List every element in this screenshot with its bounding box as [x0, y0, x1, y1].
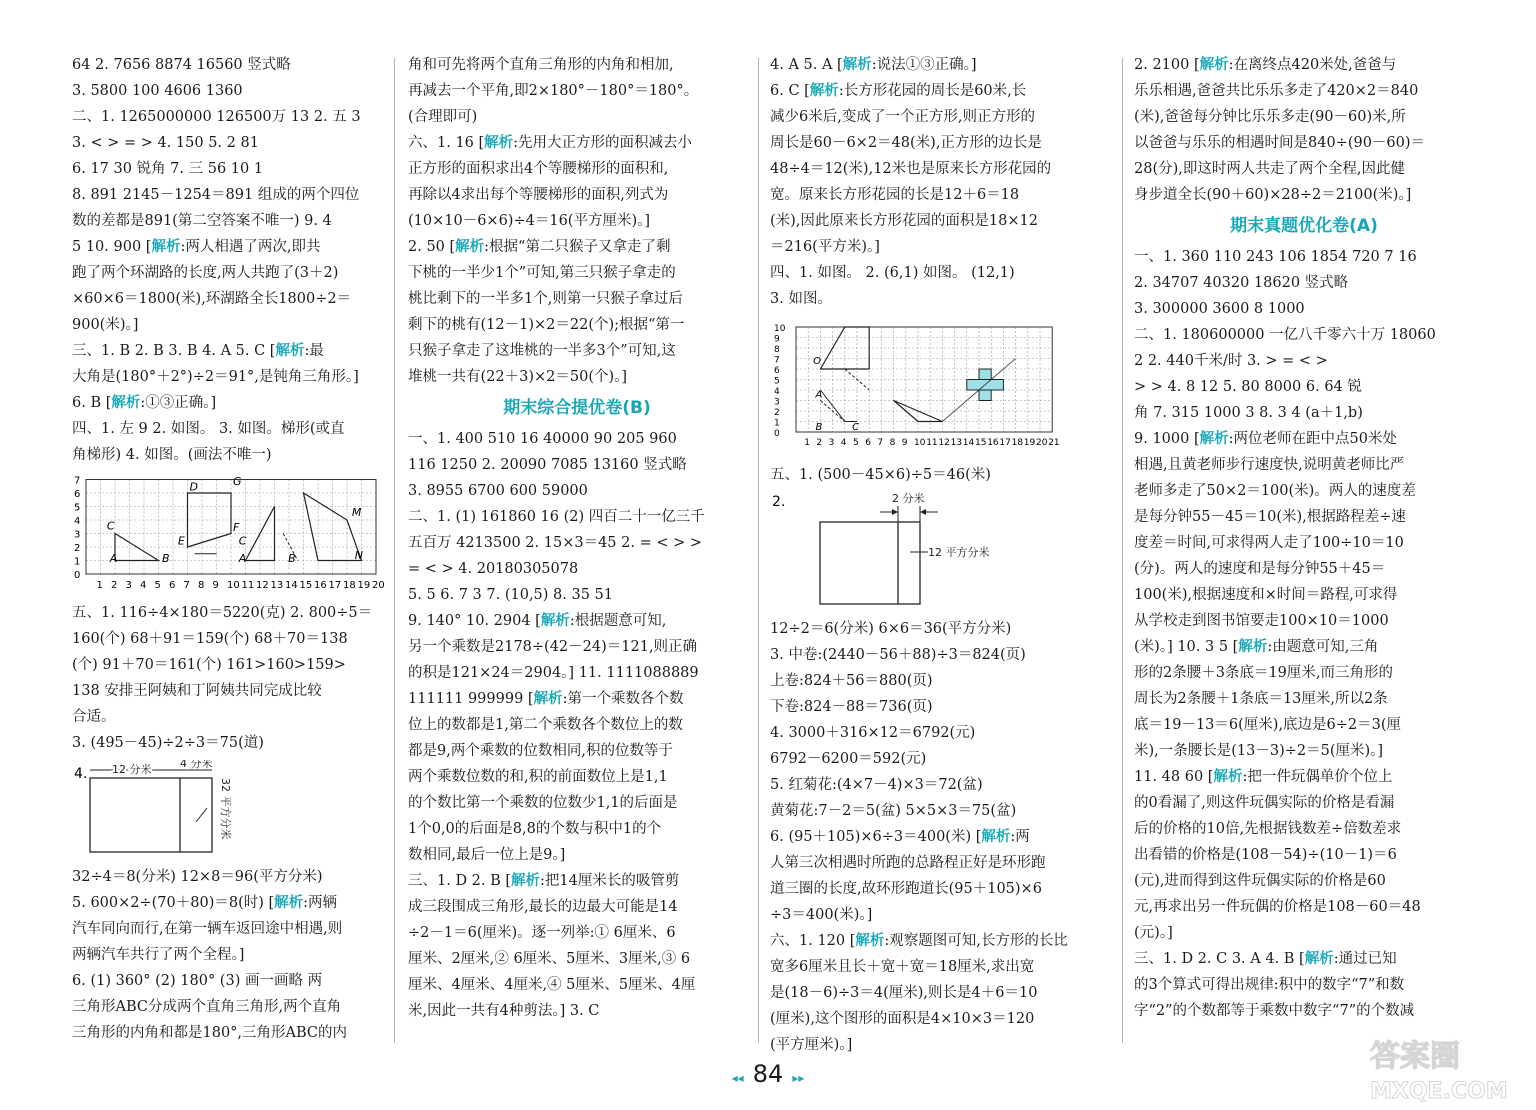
point-label: M: [351, 505, 362, 519]
analysis-tag: 解析: [275, 342, 305, 359]
point-label: C: [852, 421, 860, 433]
text-line: (元)。]: [1134, 925, 1173, 941]
rectangle-figure-1-svg: [72, 760, 384, 858]
text-line: 64 2. 7656 8874 16560 竖式略: [72, 57, 291, 73]
text-line: 8. 891 2145－1254＝891 组成的两个四位: [72, 187, 360, 203]
text-line: 一、1. 400 510 16 40000 90 205 960: [408, 431, 677, 447]
text-line: 的3个算式可得出规律:积中的数字“7”和数: [1134, 977, 1405, 993]
x-tick-label: 9: [212, 580, 219, 591]
text-line: 二、1. (1) 161860 16 (2) 四百二十一亿三千: [408, 509, 705, 525]
analysis-tag: 解析: [111, 394, 141, 411]
text-line: (分)。两人的速度和是每分钟55＋45＝: [1134, 561, 1386, 577]
text-line: 三角形的内角和都是180°,三角形ABC的内: [72, 1025, 348, 1041]
text-line: 大角是(180°＋2°)÷2＝91°,是钝角三角形。]: [72, 369, 359, 385]
x-tick-label: 6: [169, 580, 176, 591]
text-line: 9. 1000 [解析:两位老师在距中点50米处: [1134, 430, 1397, 447]
point-label: C: [106, 519, 115, 533]
text-line: 四、1. 如图。 2. (6,1) 如图。 (12,1): [770, 265, 1015, 281]
x-tick-label: 12: [938, 438, 950, 448]
text-line: 减少6米后,变成了一个正方形,则正方形的: [770, 109, 1035, 125]
text-line: 160(个) 68＋91＝159(个) 68＋70＝138: [72, 631, 348, 647]
point-label: C: [238, 534, 247, 548]
text-line: 11. 48 60 [解析:把一件玩偶单价个位上: [1134, 768, 1393, 785]
text-line: 身步道全长(90＋60)×28÷2＝2100(米)。]: [1134, 187, 1412, 203]
text-line: 三角形ABC分成两个直角三角形,两个直角: [72, 999, 342, 1015]
text-line: 三、1. D 2. C 3. A 4. B [解析:通过已知: [1134, 950, 1397, 967]
dim-label: 2 分米: [892, 492, 925, 505]
analysis-tag: 解析: [151, 238, 181, 255]
column-divider-1: [394, 58, 395, 1043]
y-tick-label: 3: [74, 529, 81, 541]
prev-arrows-icon: ◂◂: [731, 1071, 744, 1085]
text-line: 900(米)。]: [72, 317, 139, 333]
x-tick-label: 20: [1036, 438, 1048, 448]
x-tick-label: 4: [840, 438, 847, 448]
y-tick-label: 6: [74, 489, 81, 500]
text-line: 黄菊花:7－2＝5(盆) 5×5×3＝75(盆): [770, 803, 1017, 819]
text-line: 的积是121×24＝2904。] 11. 1111088889: [408, 665, 699, 681]
text-line: 米),一条腰长是(13－3)÷2＝5(厘米)。]: [1134, 743, 1384, 759]
quadrilateral-shape: [304, 493, 362, 561]
y-tick-label: 9: [774, 334, 780, 345]
analysis-tag: 解析: [1213, 768, 1243, 785]
text-line: (合理即可): [408, 109, 478, 125]
text-line: 5. 600×2÷(70＋80)＝8(时) [解析:两辆: [72, 894, 338, 911]
text-line: 五、1. (500－45×6)÷5＝46(米): [770, 467, 991, 483]
y-tick-label: 0: [774, 429, 780, 439]
x-tick-label: 7: [183, 580, 190, 591]
text-line: 1个0,0的后面是8,8的个数与积中1的个: [408, 821, 662, 837]
x-tick-label: 2: [816, 438, 823, 448]
text-line: 二、1. 1265000000 126500万 13 2. 五 3: [72, 109, 361, 125]
text-line: 3. < > = > 4. 150 5. 2 81: [72, 135, 259, 151]
page-number: 84: [752, 1060, 784, 1088]
text-line: 6. (95＋105)×6÷3＝400(米) [解析:两: [770, 828, 1030, 845]
text-line: (米),因此原来长方形花园的面积是18×12: [770, 213, 1038, 229]
text-line: 2. 50 [解析:根据“第二只猴子又拿走了剩: [408, 238, 671, 255]
text-line: 桃比剩下的一半多1个,则第一只猴子拿过后: [408, 291, 683, 307]
watermark-line2: MXQE.COM: [1370, 1079, 1508, 1104]
y-tick-label: 6: [774, 366, 780, 376]
x-tick-label: 19: [1023, 438, 1036, 448]
column-divider-3: [1122, 58, 1123, 1043]
text-line: 2. 2100 [解析:在离终点420米处,爸爸与: [1134, 56, 1397, 73]
x-tick-label: 12: [256, 580, 269, 591]
column-3: [770, 52, 1110, 1058]
page-footer: [718, 1060, 818, 1100]
point-label: G: [233, 474, 242, 488]
point-label: E: [177, 534, 185, 548]
dim-label: 32 平方分米: [219, 778, 232, 840]
shaded-square: [979, 390, 991, 401]
text-line: ÷3＝400(米)。]: [770, 907, 873, 923]
text-line: 形的2条腰＋3条底＝19厘米,而三角形的: [1134, 665, 1394, 681]
text-line: ÷2－1＝6(厘米)。逐一列举:① 6厘米、6: [408, 925, 676, 941]
y-tick-label: 1: [774, 418, 780, 429]
text-line: 人第三次相遇时所跑的总路程正好是环形跑: [770, 855, 1046, 871]
text-line: (平方厘米)。]: [770, 1037, 853, 1053]
text-line: 相遇,且黄老师步行速度快,说明黄老师比严: [1134, 457, 1405, 473]
text-line: 三、1. B 2. B 3. B 4. A 5. C [解析:最: [72, 342, 324, 359]
x-tick-label: 19: [357, 580, 371, 591]
y-tick-label: 8: [774, 345, 780, 355]
text-line: 出看错的价格是(108－54)÷(10－1)＝6: [1134, 847, 1397, 863]
text-line: 的个数比第一个乘数的位数少1,1的后面是: [408, 795, 678, 811]
text-line: 两个乘数位数的和,积的前面数位上是1,1: [408, 769, 668, 785]
watermark-line1: 答案圈: [1370, 1039, 1460, 1074]
grid-figure-1-svg: [72, 472, 384, 594]
text-line: 一、1. 360 110 243 106 1854 720 7 16: [1134, 249, 1417, 265]
text-line: 3. 中卷:(2440－56＋88)÷3＝824(页): [770, 647, 1026, 663]
text-line: 宽多6厘米且长＋宽＋宽＝18厘米,求出宽: [770, 959, 1035, 975]
text-line: 另一个乘数是2178÷(42－24)＝121,则正确: [408, 639, 698, 655]
x-tick-label: 17: [999, 438, 1011, 448]
text-line: 后的价格的10倍,先根据钱数差÷倍数差求: [1134, 821, 1402, 837]
point-label: A: [109, 551, 118, 565]
text-line: 6. B [解析:①③正确。]: [72, 394, 217, 411]
text-line: 的0看漏了,则这件玩偶实际的价格是看漏: [1134, 795, 1395, 811]
point-label: B: [161, 551, 170, 565]
section-title: 期末真题优化卷(A): [1230, 216, 1378, 236]
analysis-tag: 解析: [1199, 56, 1229, 73]
x-tick-label: 17: [328, 580, 342, 591]
text-line: (个) 91＋70＝161(个) 161>160>159>: [72, 657, 346, 673]
text-line: 6. C [解析:长方形花园的周长是60米,长: [770, 82, 1027, 99]
y-tick-label: 5: [74, 502, 81, 514]
text-line: 数相同,最后一位上是9。]: [408, 847, 566, 863]
y-tick-label: 7: [774, 355, 780, 366]
x-tick-label: 5: [853, 438, 859, 448]
text-line: 100(米),根据速度和×时间＝路程,可求得: [1134, 587, 1398, 603]
dim-label: 12 平方分米: [928, 546, 990, 559]
text-line: 两辆汽车共行了两个全程。]: [72, 947, 245, 963]
x-tick-label: 2: [111, 580, 118, 591]
x-tick-label: 8: [198, 580, 205, 591]
column-1: [72, 52, 384, 1046]
text-line: 宽。原来长方形花园的长是12＋6＝18: [770, 187, 1020, 203]
text-line: 度差＝时间,可求得两人走了100÷10＝10: [1134, 535, 1404, 551]
x-tick-label: 14: [285, 580, 298, 591]
text-line: 二、1. 180600000 一亿八千零六十万 18060: [1134, 327, 1436, 343]
x-tick-label: 6: [865, 438, 871, 448]
text-line: 9. 140° 10. 2904 [解析:根据题意可知,: [408, 612, 667, 629]
rectangle-figure-2-svg: [770, 492, 1070, 610]
text-line: 只猴子拿走了这堆桃的一半多3个”可知,这: [408, 343, 676, 359]
text-line: 三、1. D 2. B [解析:把14厘米长的吸管剪: [408, 872, 680, 889]
text-line: 2 2. 440千米/时 3. > = < >: [1134, 353, 1328, 369]
y-tick-label: 5: [774, 376, 780, 387]
x-tick-label: 1: [804, 438, 810, 448]
text-line: 角梯形) 4. 如图。(画法不唯一): [72, 447, 272, 463]
point-label: A: [815, 389, 823, 401]
text-line: 5. 5 6. 7 3 7. (10,5) 8. 35 51: [408, 587, 613, 603]
text-line: 剩下的桃有(12－1)×2＝22(个);根据“第一: [408, 317, 685, 333]
text-line: 字“2”的个数都等于乘数中数字“7”的个数减: [1134, 1003, 1415, 1019]
text-line: 五百万 4213500 2. 15×3＝45 2. = < > >: [408, 535, 702, 551]
x-tick-label: 21: [1048, 438, 1060, 448]
text-line: 32÷4＝8(分米) 12×8＝96(平方分米): [72, 869, 323, 885]
text-line: 再除以4求出每个等腰梯形的面积,列式为: [408, 187, 669, 203]
text-line: 六、1. 16 [解析:先用大正方形的面积减去小: [408, 134, 693, 151]
text-line: 3. (495－45)÷2÷3＝75(道): [72, 735, 264, 751]
watermark-logo: [1330, 1030, 1530, 1106]
grid-figure-2-svg: [770, 316, 1070, 456]
text-line: (厘米),这个图形的面积是4×10×3＝120: [770, 1011, 1035, 1027]
text-line: 从学校走到图书馆要走100×10＝1000: [1134, 613, 1389, 629]
x-tick-label: 10: [227, 580, 240, 591]
point-label: D: [189, 480, 198, 494]
text-line: 3. 5800 100 4606 1360: [72, 83, 243, 99]
y-tick-label: 10: [774, 324, 786, 334]
text-line: 3. 8955 6700 600 59000: [408, 483, 588, 499]
analysis-tag: 解析: [842, 56, 872, 73]
text-line: 48÷4＝12(米),12米也是原来长方形花园的: [770, 161, 1052, 177]
text-line: 5 10. 900 [解析:两人相遇了两次,即共: [72, 238, 321, 255]
x-tick-label: 8: [889, 438, 896, 448]
text-line: 周长是60－6×2＝48(米),正方形的边长是: [770, 135, 1042, 151]
text-line: (米)。] 10. 3 5 [解析:由题意可知,三角: [1134, 638, 1379, 655]
text-line: 6. 17 30 锐角 7. 三 56 10 1: [72, 161, 264, 177]
text-line: 111111 999999 [解析:第一个乘数各个数: [408, 690, 684, 707]
text-line: 6. (1) 360° (2) 180° (3) 画一画略 两: [72, 973, 323, 989]
analysis-tag: 解析: [511, 872, 541, 889]
text-line: 底＝19－13＝6(厘米),底边是6÷2＝3(厘: [1134, 717, 1402, 733]
point-label: N: [354, 549, 364, 563]
text-line: 4. 3000＋316×12＝6792(元): [770, 725, 976, 741]
y-tick-label: 7: [74, 475, 81, 487]
y-tick-label: 2: [74, 543, 81, 554]
y-tick-label: 3: [774, 397, 780, 408]
text-line: 四、1. 左 9 2. 如图。 3. 如图。梯形(或直: [72, 421, 345, 437]
text-line: 堆桃一共有(22＋3)×2＝50(个)。]: [408, 369, 628, 385]
x-tick-label: 16: [314, 580, 327, 591]
text-line: 上卷:824＋56＝880(页): [770, 673, 933, 689]
x-tick-label: 20: [372, 580, 384, 591]
y-tick-label: 4: [774, 387, 780, 397]
text-line: 下卷:824－88＝736(页): [770, 699, 933, 715]
text-line: ＝216(平方米)。]: [770, 239, 880, 255]
rectangle-figure-2: [770, 492, 1110, 610]
text-line: 厘米、2厘米,② 6厘米、5厘米、3厘米,③ 6: [408, 951, 691, 967]
section-title: 期末综合提优卷(B): [503, 398, 651, 418]
analysis-tag: 解析: [1238, 638, 1268, 655]
analysis-tag: 解析: [855, 932, 885, 949]
analysis-tag: 解析: [809, 82, 839, 99]
analysis-tag: 解析: [1304, 950, 1334, 967]
text-line: 5. 红菊花:(4×7－4)×3＝72(盆): [770, 777, 983, 793]
text-line: 是每分钟55－45＝10(米),根据路程差÷速: [1134, 509, 1406, 525]
x-tick-label: 15: [299, 580, 313, 591]
x-tick-label: 13: [950, 438, 963, 448]
text-line: 是(18－6)÷3＝4(厘米),则长是4＋6＝10: [770, 985, 1038, 1001]
analysis-tag: 解析: [274, 894, 304, 911]
text-line: > > 4. 8 12 5. 80 8000 6. 64 锐: [1134, 379, 1362, 395]
x-tick-label: 10: [914, 438, 926, 448]
text-line: 4. A 5. A [解析:说法①③正确。]: [770, 56, 977, 73]
column-divider-2: [758, 58, 759, 1043]
text-line: 6792－6200＝592(元): [770, 751, 927, 767]
text-line: 位上的数都是1,第二个乘数各个数位上的数: [408, 717, 683, 733]
text-line: 116 1250 2. 20090 7085 13160 竖式略: [408, 457, 687, 473]
text-line: 乐乐相遇,爸爸共比乐乐多走了420×2＝840: [1134, 83, 1419, 99]
text-line: (米),爸爸每分钟比乐乐多走(90－60)米,所: [1134, 109, 1406, 125]
text-line: 角 7. 315 1000 3 8. 3 4 (a＋1,b): [1134, 405, 1363, 421]
watermark: [1330, 1030, 1530, 1106]
text-line: 周长为2条腰＋1条底＝13厘米,所以2条: [1134, 691, 1388, 707]
text-line: 老师多走了50×2＝100(米)。两人的速度差: [1134, 483, 1416, 499]
x-tick-label: 18: [1011, 438, 1024, 448]
point-label: B: [288, 551, 296, 565]
analysis-tag: 解析: [533, 690, 563, 707]
dim-label: 4 分米: [180, 760, 213, 770]
point-label: A: [238, 551, 247, 565]
dim-label: 12 分米: [112, 763, 152, 776]
x-tick-label: 1: [96, 580, 103, 591]
analysis-tag: 解析: [484, 134, 514, 151]
text-line: 成三段围成三角形,最长的边最大可能是14: [408, 899, 678, 915]
y-tick-label: 1: [74, 556, 81, 568]
x-tick-label: 11: [926, 438, 938, 448]
y-tick-label: 2: [774, 408, 780, 418]
text-line: 数的差都是891(第二空答案不唯一) 9. 4: [72, 213, 332, 229]
text-line: 元,再求出另一件玩偶的价格是108－60＝48: [1134, 899, 1421, 915]
x-tick-label: 3: [828, 438, 835, 448]
point-label: B: [815, 421, 823, 433]
text-line: 角和可先将两个直角三角形的内角和相加,: [408, 57, 674, 73]
text-line: 米,因此一共有4种剪法。] 3. C: [408, 1003, 600, 1019]
x-tick-label: 13: [270, 580, 284, 591]
x-tick-label: 16: [987, 438, 999, 448]
x-tick-label: 4: [140, 580, 147, 591]
next-arrows-icon: ▸▸: [792, 1071, 805, 1085]
text-line: 跑了两个环湖路的长度,两人共跑了(3＋2): [72, 265, 339, 281]
point-label: F: [233, 520, 240, 534]
text-line: (10×10－6×6)÷4＝16(平方厘米)。]: [408, 213, 651, 229]
x-tick-label: 11: [241, 580, 255, 591]
y-tick-label: 0: [74, 570, 81, 581]
text-line: 2. 34707 40320 18620 竖式略: [1134, 275, 1349, 291]
text-line: = < > 4. 20180305078: [408, 561, 579, 577]
grid-figure-2: [770, 316, 1110, 456]
grid-figure-1: [72, 472, 384, 594]
text-line: 138 安排王阿姨和丁阿姨共同完成比较: [72, 683, 322, 699]
text-line: 厘米、4厘米、4厘米,④ 5厘米、5厘米、4厘: [408, 977, 696, 993]
x-tick-label: 18: [343, 580, 356, 591]
x-tick-label: 14: [962, 438, 975, 448]
text-line: ×60×6＝1800(米),环湖路全长1800÷2＝: [72, 291, 352, 307]
column-2: [408, 52, 746, 1024]
analysis-tag: 解析: [455, 238, 485, 255]
text-line: 3. 300000 3600 8 1000: [1134, 301, 1305, 317]
shaded-square: [979, 369, 991, 380]
text-line: 下桃的一半少1个”可知,第三只猴子拿走的: [408, 265, 676, 281]
x-tick-label: 7: [877, 438, 884, 448]
text-line: 合适。: [72, 709, 116, 725]
text-line: (元),进而得到这件玩偶实际的价格是60: [1134, 873, 1386, 889]
rectangle-figure-1: [72, 760, 384, 858]
text-line: 3. 如图。: [770, 291, 832, 307]
x-tick-label: 3: [125, 580, 132, 591]
figure-number: 4.: [74, 766, 88, 782]
text-line: 12÷2＝6(分米) 6×6＝36(平方分米): [770, 621, 1012, 637]
text-line: 汽车同向而行,在第一辆车返回途中相遇,则: [72, 921, 343, 937]
text-line: 都是9,两个乘数的位数相同,积的位数等于: [408, 743, 673, 759]
text-line: 以爸爸与乐乐的相遇时间是840÷(90－60)＝: [1134, 135, 1426, 151]
text-line: 正方形的面积求出4个等腰梯形的面积和,: [408, 161, 669, 177]
figure-number: 2.: [772, 494, 786, 510]
analysis-tag: 解析: [1199, 430, 1229, 447]
column-4: [1134, 52, 1474, 1024]
text-line: 六、1. 120 [解析:观察题图可知,长方形的长比: [770, 932, 1068, 949]
y-tick-label: 4: [74, 516, 81, 527]
text-line: 五、1. 116÷4×180＝5220(克) 2. 800÷5＝: [72, 605, 373, 621]
analysis-tag: 解析: [540, 612, 570, 629]
text-line: 道三圈的长度,故环形跑道长(95＋105)×6: [770, 881, 1042, 897]
x-tick-label: 9: [901, 438, 908, 448]
x-tick-label: 15: [975, 438, 987, 448]
x-tick-label: 5: [154, 580, 161, 591]
text-line: 28(分),即这时两人共走了两个全程,因此健: [1134, 161, 1405, 177]
analysis-tag: 解析: [981, 828, 1011, 845]
point-label: O: [813, 355, 821, 367]
text-line: 再减去一个平角,即2×180°－180°＝180°。: [408, 83, 699, 99]
